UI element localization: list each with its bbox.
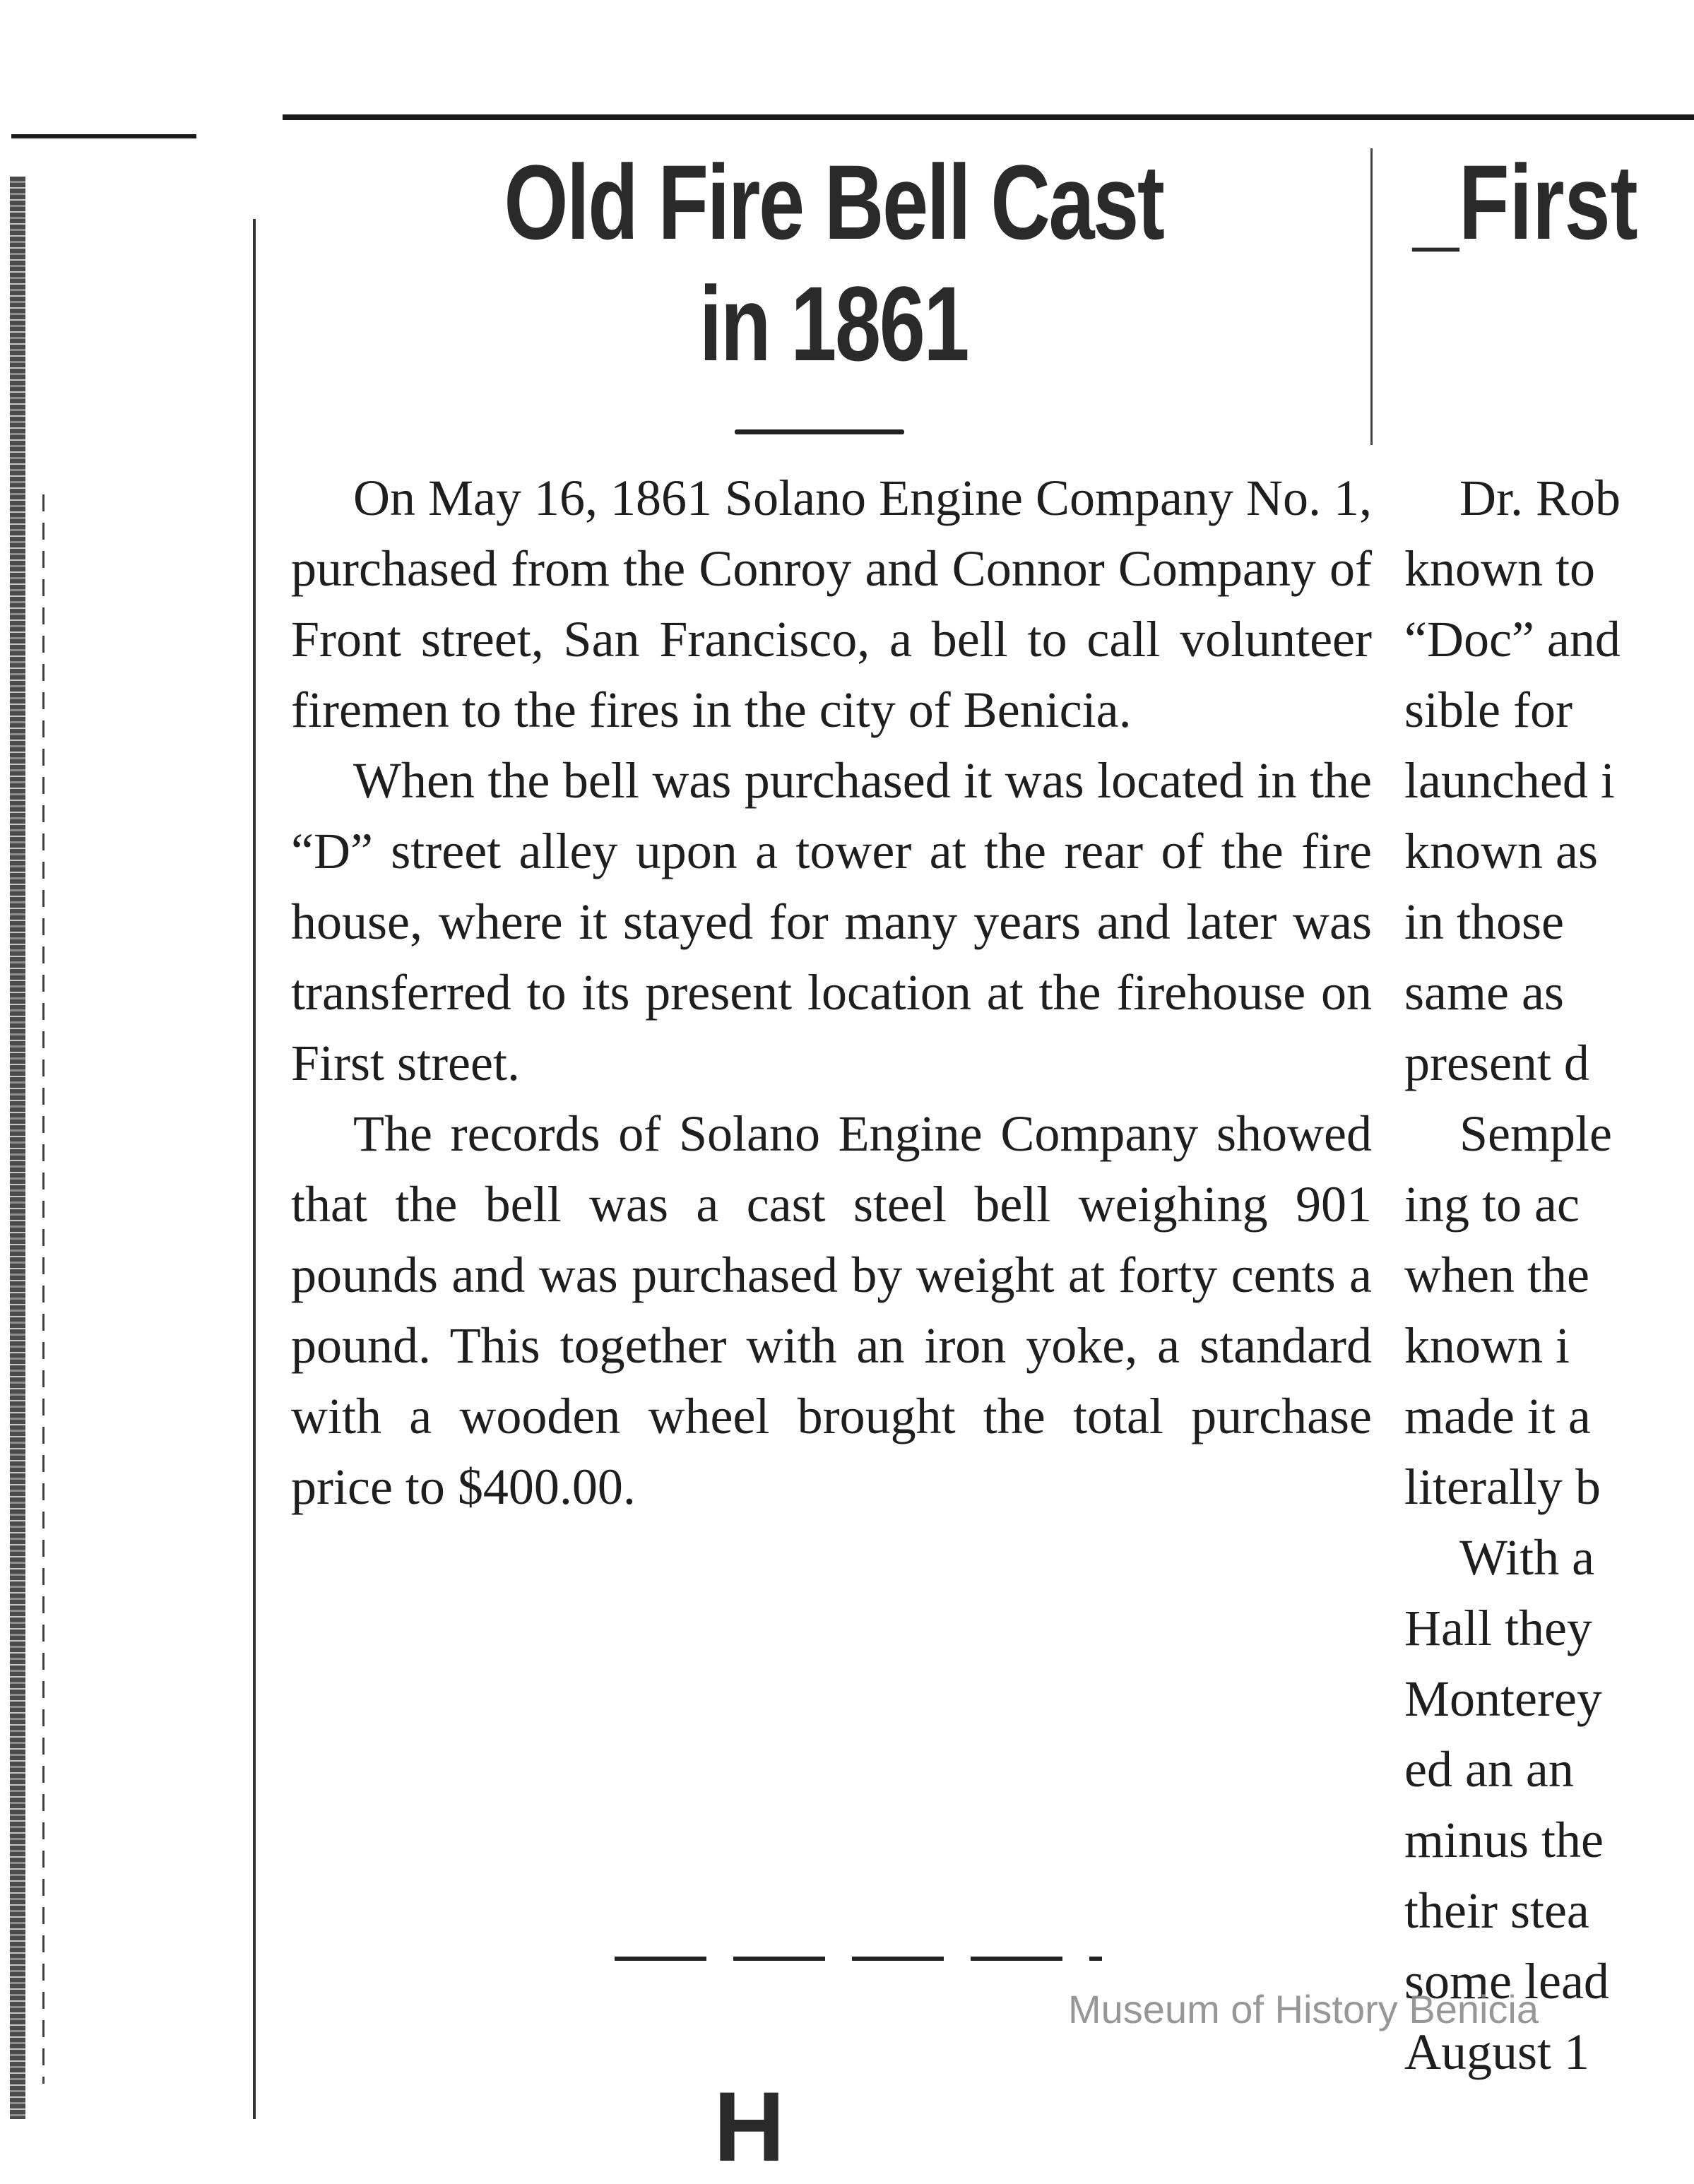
headline-line-2: in 1861 — [699, 264, 969, 383]
column-line: Monterey — [1404, 1670, 1602, 1727]
watermark: Museum of History Benicia — [1068, 1987, 1539, 2031]
binding-edge — [10, 177, 25, 2119]
paragraph: On May 16, 1861 Solano Engine Company No. 1, purchased from the Conroy and Connor Company of Front street, San Francisco, a bell to call volunteer firemen to the fires in the city of Benicia. — [291, 470, 1372, 738]
column-line: known i — [1404, 1317, 1570, 1374]
column-line: ed an an — [1404, 1741, 1574, 1798]
column-line: some lead — [1404, 1953, 1609, 2010]
column-line: ing to ac — [1404, 1176, 1580, 1233]
column-line: August 1 — [1404, 2024, 1590, 2080]
column-line: present d — [1404, 1035, 1589, 1091]
paragraph: When the bell was purchased it was located in the “D” street alley upon a tower at the rear of the fire house, where it stayed for many years and later was transferred to its present location at the firehouse on First street. — [291, 752, 1372, 1091]
margin-perforation — [42, 494, 45, 2084]
column-line: launched i — [1404, 752, 1615, 809]
column-line: “Doc” and — [1404, 611, 1621, 667]
headline — [304, 141, 1363, 384]
adjacent-headline: _First — [1413, 143, 1638, 261]
column-line: literally b — [1404, 1459, 1601, 1515]
column-line: Dr. Rob — [1459, 470, 1621, 526]
column-line: known as — [1404, 823, 1598, 879]
adjacent-column — [1404, 463, 1694, 2087]
column-line: same as — [1404, 964, 1564, 1021]
column-line: known to — [1404, 540, 1595, 597]
column-line: Hall they — [1404, 1600, 1592, 1656]
column-line: when the — [1404, 1247, 1589, 1303]
next-headline-fragment: H — [713, 2071, 786, 2182]
column-line: made it a — [1404, 1388, 1591, 1444]
top-rule-left — [11, 134, 196, 138]
column-line: minus the — [1404, 1812, 1604, 1868]
column-line: Semple — [1459, 1105, 1612, 1162]
article-body — [291, 463, 1372, 1522]
article-end-separator — [615, 1957, 1102, 1961]
column-line: in those — [1404, 894, 1564, 950]
paragraph: The records of Solano Engine Company showed that the bell was a cast steel bell weighing 901 pounds and was purchased by weight at forty cents a pound. This together with an iron yoke, a standard with a wooden wheel brought the total purchase price to $400.00. — [291, 1105, 1372, 1515]
headline-divider — [735, 429, 904, 434]
column-line: their stea — [1404, 1882, 1589, 1939]
headline-line-1: Old Fire Bell Cast — [504, 143, 1163, 261]
column-rule-middle — [1370, 148, 1373, 445]
column-line: sible for — [1404, 682, 1572, 738]
top-rule — [283, 114, 1694, 120]
column-line: With a — [1459, 1529, 1595, 1586]
column-rule-left — [253, 219, 256, 2119]
